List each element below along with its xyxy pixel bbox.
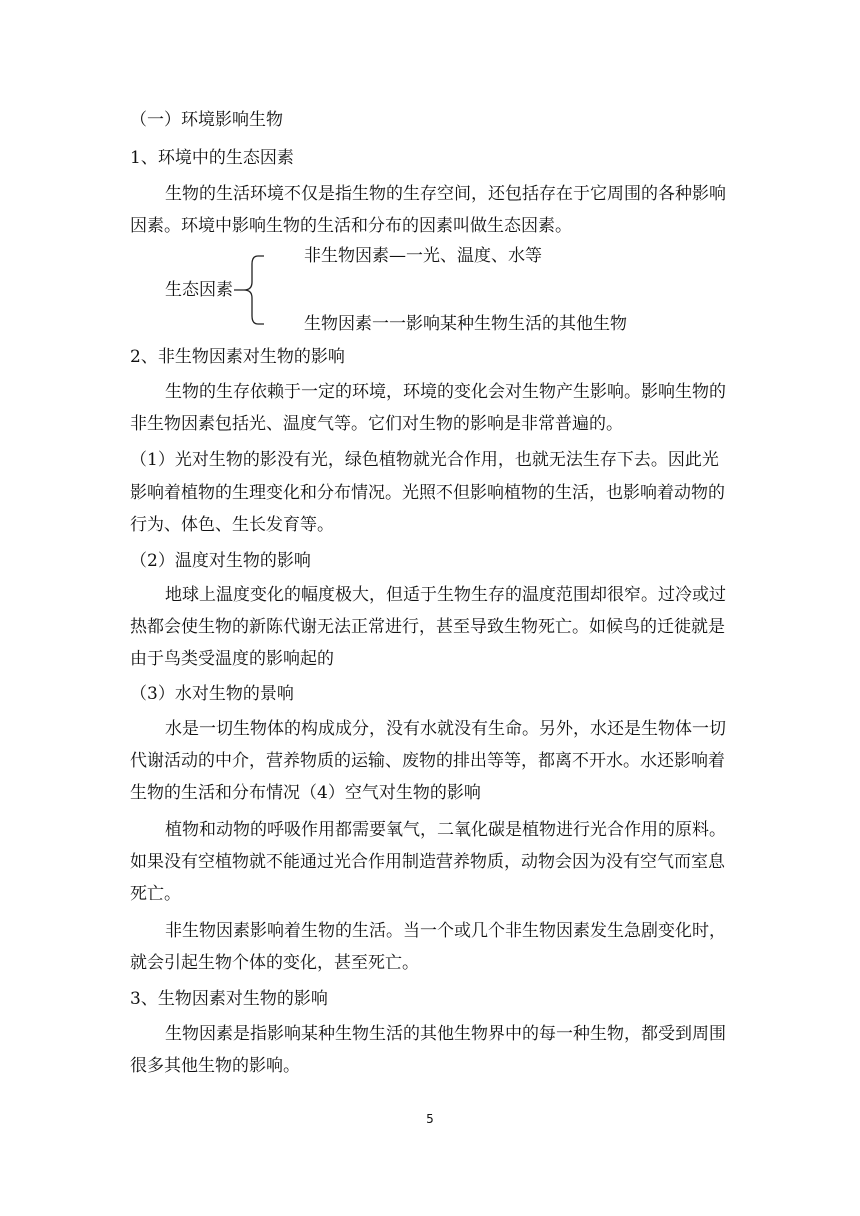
paragraph-line: 行为、体色、生长发育等。	[130, 515, 334, 535]
paragraph-line: 死亡。	[130, 884, 181, 904]
ecological-factors-brace-diagram	[130, 242, 730, 342]
section-heading: （一）环境影响生物	[130, 110, 283, 130]
paragraph-line: （1）光对生物的影没有光，绿色植物就光合作用，也就无法生存下去。因此光	[130, 450, 719, 470]
paragraph-line: 代谢活动的中介，营养物质的运输、废物的排出等等，都离不开水。水还影响着	[130, 751, 725, 771]
diagram-branch-abiotic: 非生物因素—一光、温度、水等	[304, 246, 542, 266]
paragraph-line: 水是一切生物体的构成成分，没有水就没有生命。另外，水还是生物体一切	[165, 719, 726, 739]
paragraph-line: 生物的生存依赖于一定的环境，环境的变化会对生物产生影响。影响生物的	[165, 382, 726, 402]
paragraph-line: 如果没有空植物就不能通过光合作用制造营养物质，动物会因为没有空气而室息	[130, 852, 725, 872]
paragraph-line: 生物的生活环境不仅是指生物的生存空间，还包括存在于它周围的各种影响	[165, 184, 726, 204]
subheading-temperature: （2）温度对生物的影响	[130, 551, 311, 571]
paragraph-line: 生物因素是指影响某种生物生活的其他生物界中的每一种生物，都受到周围	[165, 1024, 726, 1044]
heading-biotic-factors: 3、生物因素对生物的影响	[130, 989, 328, 1009]
subheading-water: （3）水对生物的景响	[130, 684, 294, 704]
paragraph-line: 植物和动物的呼吸作用都需要氧气，二氧化碳是植物进行光合作用的原料。	[165, 820, 726, 840]
paragraph-line: 影响着植物的生理变化和分布情况。光照不但影响植物的生活，也影响着动物的	[130, 483, 725, 503]
paragraph-line: 非生物因素影响着生物的生活。当一个或几个非生物因素发生急剧变化时，	[165, 921, 726, 941]
diagram-root-label: 生态因素	[165, 280, 233, 300]
paragraph-line: 就会引起生物个体的变化，甚至死亡。	[130, 953, 419, 973]
heading-ecological-factors: 1、环境中的生态因素	[130, 148, 294, 168]
diagram-branch-biotic: 生物因素一一影响某种生物生活的其他生物	[304, 314, 627, 334]
paragraph-line: 生物的生活和分布情况（4）空气对生物的影响	[130, 783, 481, 803]
heading-abiotic-factors: 2、非生物因素对生物的影响	[130, 347, 345, 367]
paragraph-line: 热都会使生物的新陈代谢无法正常进行，甚至导致生物死亡。如候鸟的迁徙就是	[130, 617, 725, 637]
paragraph-line: 很多其他生物的影响。	[130, 1056, 300, 1076]
page-number: 5	[426, 1112, 434, 1126]
paragraph-line: 因素。环境中影响生物的生活和分布的因素叫做生态因素。	[130, 216, 572, 236]
paragraph-line: 非生物因素包括光、温度气等。它们对生物的影响是非常普遍的。	[130, 414, 623, 434]
paragraph-line: 地球上温度变化的幅度极大，但适于生物生存的温度范围却很窄。过冷或过	[165, 585, 726, 605]
paragraph-line: 由于鸟类受温度的影响起的	[130, 649, 334, 669]
